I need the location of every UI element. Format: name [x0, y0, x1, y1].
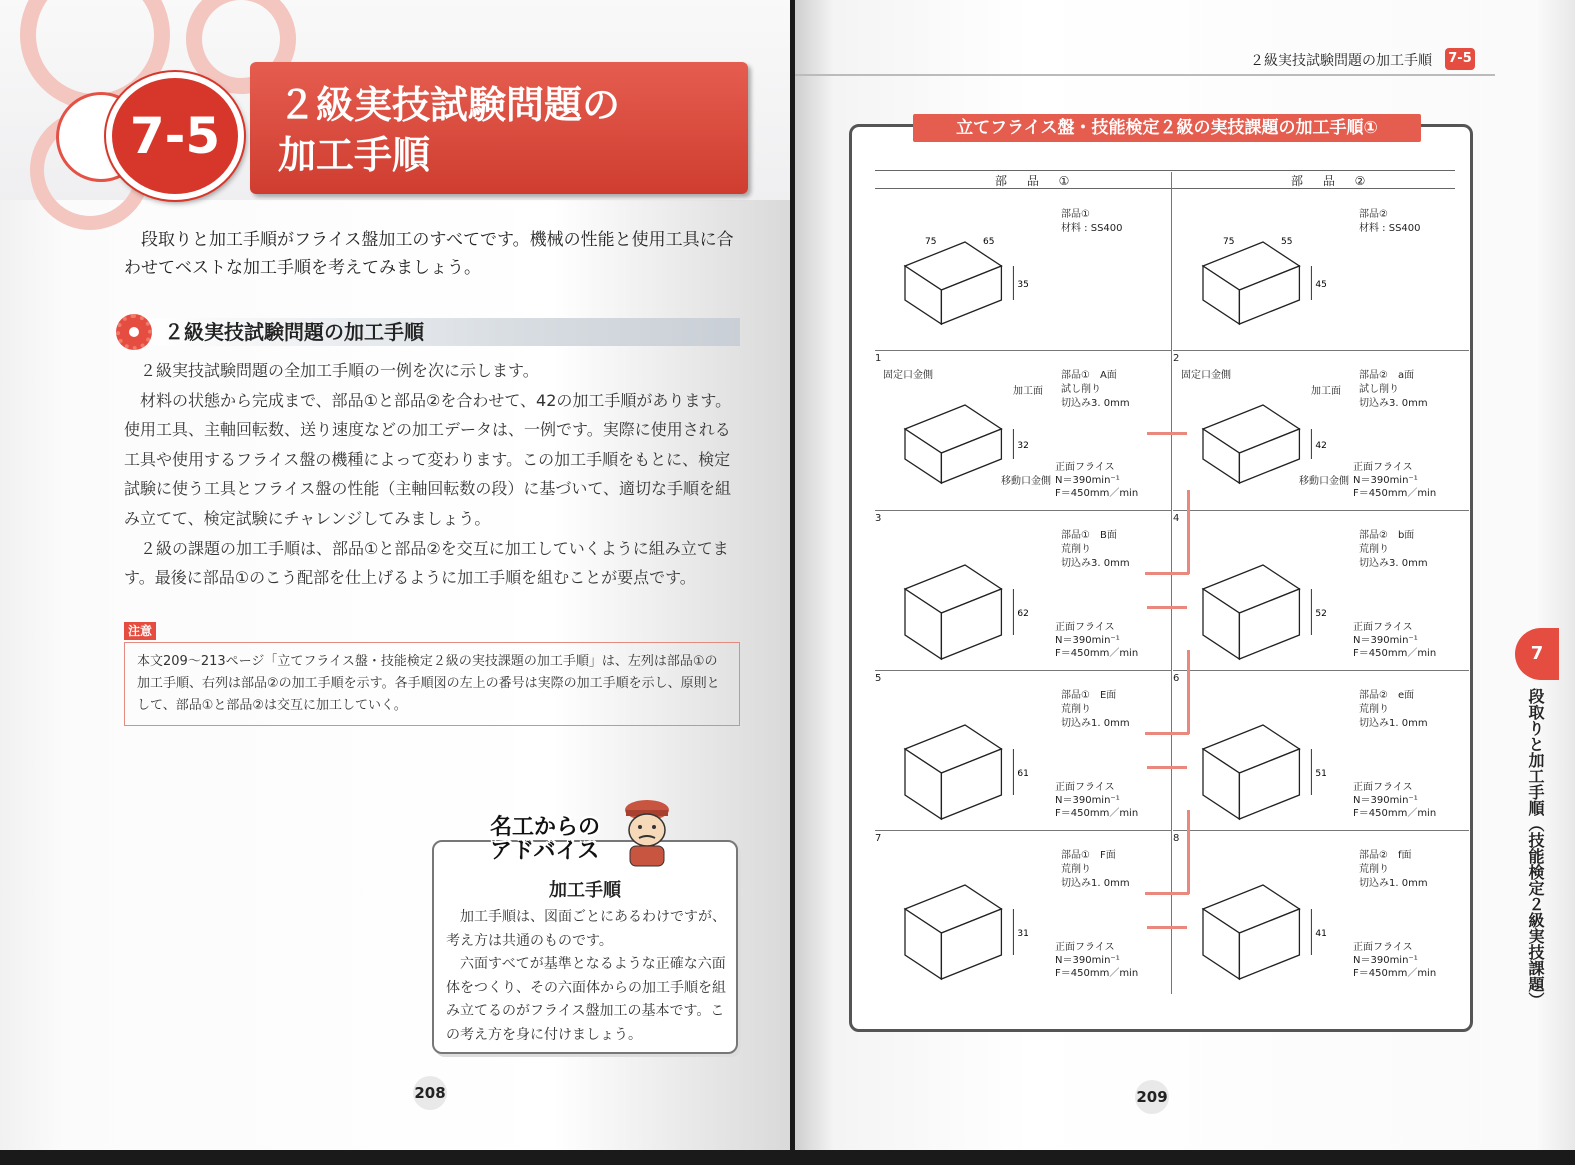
procedure-cell [1173, 510, 1469, 670]
part-face-label: 部品② a面 [1359, 370, 1415, 381]
page-number: 209 [1135, 1080, 1169, 1114]
step-number: 1 [875, 353, 882, 364]
depth-of-cut-label: 切込み1. 0mm [1061, 718, 1130, 729]
part-material-label: 材料 : SS400 [1359, 223, 1421, 234]
page-title-line2: 加工手順 [278, 133, 431, 177]
feed-rate-label: F＝450mm／min [1353, 648, 1437, 659]
body-paragraph: ２級の課題の加工手順は、部品①と部品②を交互に加工していくように組み立てます。最後に部品①のこう配部を仕上げるように加工手順を組むことが要点です。 [124, 538, 729, 588]
part-face-label: 部品① [1061, 209, 1090, 220]
section-number-badge: 7-5 [106, 72, 244, 200]
procedure-cell [1173, 188, 1469, 348]
machined-face-label: 加工面 [1013, 386, 1043, 397]
spindle-speed-label: N＝390min⁻¹ [1353, 955, 1418, 966]
feed-rate-label: F＝450mm／min [1353, 488, 1437, 499]
workpiece-box-drawing [1193, 202, 1363, 332]
depth-of-cut-label: 切込み1. 0mm [1061, 878, 1130, 889]
workpiece-box-drawing [895, 525, 1065, 655]
part-material-label: 荒削り [1359, 544, 1389, 555]
running-head: ２級実技試験問題の加工手順 [1250, 53, 1432, 69]
feed-rate-label: F＝450mm／min [1055, 488, 1139, 499]
page-number: 208 [413, 1076, 447, 1110]
craftsman-mascot-icon [616, 796, 678, 868]
body-paragraph: ２級実技試験問題の全加工手順の一例を次に示します。 [140, 361, 539, 380]
procedure-cell [875, 188, 1171, 348]
feed-rate-label: F＝450mm／min [1353, 808, 1437, 819]
body-paragraph: 材料の状態から完成まで、部品①と部品②を合わせて、42の加工手順があります。使用工具、主軸回転数、送り速度などの加工データは、一例です。実際に使用される工具や使用するフライス盤の機種によって変わります。この加工手順をもとに、検定試験に使う工具とフライス盤の性能（主軸回転数の段）に基づいて、適切な手順を組み立てて、検定試験にチャレンジしてみましょう。 [124, 390, 732, 528]
dimension-length-label: 75 [1223, 237, 1235, 247]
dimension-height-label: 62 [1017, 609, 1029, 619]
step-number: 4 [1173, 513, 1180, 524]
column-header-part1: 部 品 ① [995, 174, 1078, 188]
workpiece-box-drawing [1193, 845, 1363, 975]
part-material-label: 荒削り [1061, 544, 1091, 555]
spindle-speed-label: N＝390min⁻¹ [1055, 635, 1120, 646]
depth-of-cut-label: 切込み3. 0mm [1359, 398, 1428, 409]
procedure-cell [1173, 830, 1469, 990]
spindle-speed-label: N＝390min⁻¹ [1353, 795, 1418, 806]
depth-of-cut-label: 切込み1. 0mm [1359, 718, 1428, 729]
part-material-label: 材料 : SS400 [1061, 223, 1123, 234]
fixed-jaw-label: 固定口金側 [1181, 370, 1231, 381]
lead-paragraph: 段取りと加工手順がフライス盤加工のすべてです。機械の性能と使用工具に合わせてベストな加工手順を考えてみましょう。 [124, 230, 734, 278]
column-divider [1171, 172, 1172, 994]
workpiece-box-drawing [895, 845, 1065, 975]
procedure-cell [875, 350, 1171, 510]
feed-rate-label: F＝450mm／min [1055, 968, 1139, 979]
procedure-cell [875, 830, 1171, 990]
workpiece-box-drawing [895, 685, 1065, 815]
tool-label: 正面フライス [1353, 782, 1413, 793]
part-face-label: 部品① E面 [1061, 690, 1117, 701]
advice-title: 加工手順 [549, 880, 621, 901]
chapter-tab: 7 [1515, 628, 1559, 680]
advice-tag [490, 816, 600, 864]
dimension-height-label: 61 [1017, 769, 1029, 779]
part-face-label: 部品② b面 [1359, 530, 1415, 541]
step-number: 7 [875, 833, 882, 844]
fixed-jaw-label: 固定口金側 [883, 370, 933, 381]
moving-jaw-label: 移動口金側 [1001, 476, 1051, 487]
note-box: 本文209～213ページ「立てフライス盤・技能検定２級の実技課題の加工手順」は、左列は部品①の加工手順、右列は部品②の加工手順を示す。各手順図の左上の番号は実際の加工手順を示し、原則として、部品①と部品②は交互に加工していく。 [124, 642, 740, 726]
machined-face-label: 加工面 [1311, 386, 1341, 397]
part-material-label: 試し削り [1359, 384, 1399, 395]
part-material-label: 荒削り [1061, 864, 1091, 875]
dimension-height-label: 51 [1315, 769, 1327, 779]
tool-label: 正面フライス [1353, 942, 1413, 953]
advice-paragraph: 加工手順は、図面ごとにあるわけですが、考え方は共通のものです。 [446, 909, 726, 949]
flow-arrow-left [1145, 572, 1189, 575]
tool-label: 正面フライス [1055, 462, 1115, 473]
dimension-width-label: 55 [1281, 237, 1293, 247]
advice-paragraph: 六面すべてが基準となるような正確な六面体をつくり、その六面体からの加工手順を組み立てるのがフライス盤加工の基本です。この考え方を身に付けましょう。 [446, 956, 726, 1043]
spindle-speed-label: N＝390min⁻¹ [1055, 955, 1120, 966]
flow-arrow-right [1147, 432, 1187, 435]
part-face-label: 部品② e面 [1359, 690, 1415, 701]
step-number: 8 [1173, 833, 1180, 844]
step-number: 2 [1173, 353, 1180, 364]
part-face-label: 部品① B面 [1061, 530, 1117, 541]
flow-arrow-return [1187, 650, 1190, 734]
dimension-width-label: 65 [983, 237, 995, 247]
part-material-label: 荒削り [1061, 704, 1091, 715]
note-label: 注意 [124, 622, 156, 640]
tool-label: 正面フライス [1055, 782, 1115, 793]
header-rule [795, 74, 1495, 76]
page-title [278, 80, 738, 180]
dimension-length-label: 75 [925, 237, 937, 247]
procedure-cell [1173, 350, 1469, 510]
dimension-height-label: 35 [1017, 280, 1029, 290]
flow-arrow-right [1147, 766, 1187, 769]
flow-arrow-left [1145, 892, 1189, 895]
dimension-height-label: 32 [1017, 441, 1029, 451]
advice-tag-line2: アドバイス [490, 839, 600, 864]
step-number: 3 [875, 513, 882, 524]
feed-rate-label: F＝450mm／min [1353, 968, 1437, 979]
advice-text [446, 906, 726, 1047]
tool-label: 正面フライス [1353, 462, 1413, 473]
flow-arrow-right [1147, 926, 1187, 929]
running-head-badge: 7-5 [1445, 48, 1475, 70]
depth-of-cut-label: 切込み3. 0mm [1061, 398, 1130, 409]
workpiece-box-drawing [1193, 685, 1363, 815]
part-material-label: 荒削り [1359, 864, 1389, 875]
dimension-height-label: 42 [1315, 441, 1327, 451]
part-face-label: 部品② f面 [1359, 850, 1412, 861]
right-page [795, 0, 1575, 1150]
tool-label: 正面フライス [1353, 622, 1413, 633]
feed-rate-label: F＝450mm／min [1055, 808, 1139, 819]
depth-of-cut-label: 切込み3. 0mm [1061, 558, 1130, 569]
gear-bullet-icon [116, 314, 152, 350]
page-title-line1: ２級実技試験問題の [278, 83, 621, 127]
body-text [124, 356, 744, 593]
spindle-speed-label: N＝390min⁻¹ [1055, 795, 1120, 806]
dimension-height-label: 45 [1315, 280, 1327, 290]
dimension-height-label: 52 [1315, 609, 1327, 619]
left-page [0, 0, 790, 1150]
part-material-label: 荒削り [1359, 704, 1389, 715]
part-face-label: 部品① A面 [1061, 370, 1117, 381]
flow-arrow-left [1145, 732, 1189, 735]
spindle-speed-label: N＝390min⁻¹ [1353, 475, 1418, 486]
flow-arrow-return [1187, 490, 1190, 574]
tool-label: 正面フライス [1055, 622, 1115, 633]
column-header-part2: 部 品 ② [1291, 174, 1374, 188]
flow-arrow-return [1187, 810, 1190, 894]
spindle-speed-label: N＝390min⁻¹ [1353, 635, 1418, 646]
table-rule [875, 170, 1455, 171]
spindle-speed-label: N＝390min⁻¹ [1055, 475, 1120, 486]
depth-of-cut-label: 切込み1. 0mm [1359, 878, 1428, 889]
procedure-cell [875, 510, 1171, 670]
part-face-label: 部品② [1359, 209, 1388, 220]
dimension-height-label: 41 [1315, 929, 1327, 939]
part-face-label: 部品① F面 [1061, 850, 1116, 861]
workpiece-box-drawing [1193, 525, 1363, 655]
procedure-cell [1173, 670, 1469, 830]
workpiece-box-drawing [895, 202, 1065, 332]
section-title: ２級実技試験問題の加工手順 [164, 320, 424, 344]
part-material-label: 試し削り [1061, 384, 1101, 395]
chapter-side-title: 段取りと加工手順（技能検定２級実技課題） [1526, 688, 1545, 1008]
depth-of-cut-label: 切込み3. 0mm [1359, 558, 1428, 569]
tool-label: 正面フライス [1055, 942, 1115, 953]
step-number: 5 [875, 673, 882, 684]
dimension-height-label: 31 [1017, 929, 1029, 939]
feed-rate-label: F＝450mm／min [1055, 648, 1139, 659]
flow-arrow-right [1147, 606, 1187, 609]
procedure-cell [875, 670, 1171, 830]
diagram-title: 立てフライス盤・技能検定２級の実技課題の加工手順① [913, 114, 1421, 142]
advice-tag-line1: 名工からの [490, 815, 601, 840]
step-number: 6 [1173, 673, 1180, 684]
moving-jaw-label: 移動口金側 [1299, 476, 1349, 487]
